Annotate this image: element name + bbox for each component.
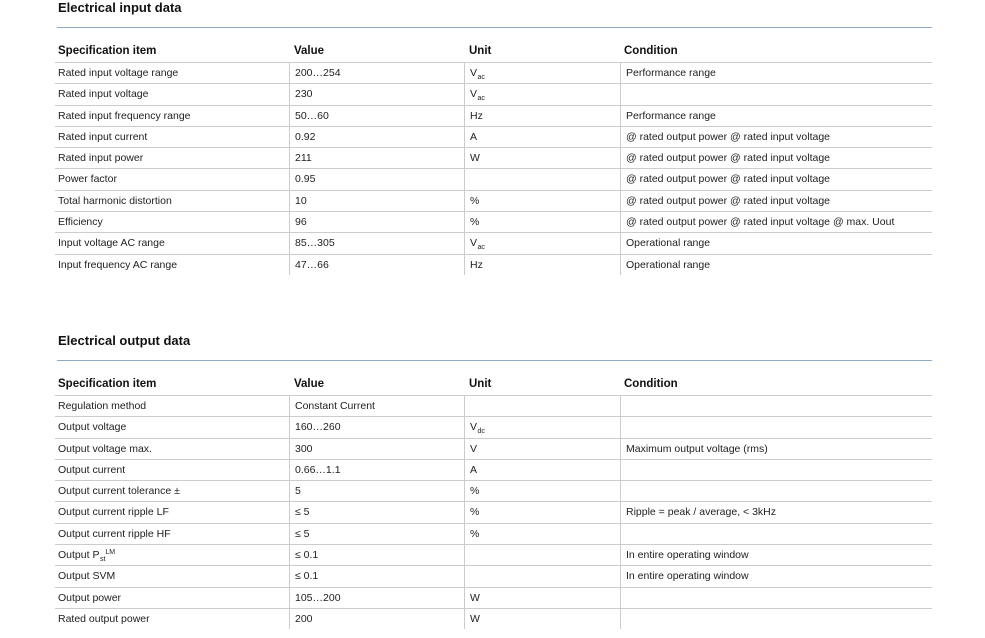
unit-cell — [464, 233, 620, 253]
column-header-unit: Unit — [469, 45, 492, 57]
spec-item-subscript: st — [99, 555, 106, 563]
value-cell: 211 — [289, 148, 464, 168]
condition-cell — [620, 396, 932, 416]
spec-item-cell: Output voltage max. — [58, 442, 152, 455]
table-row — [55, 105, 932, 126]
spec-item-cell: Output power — [58, 591, 122, 604]
column-header-spec-item: Specification item — [58, 378, 157, 390]
unit-symbol: V — [470, 237, 478, 250]
spec-item-cell: Input voltage AC range — [58, 237, 165, 250]
column-header-value: Value — [294, 378, 325, 390]
value-cell: 0.66…1.1 — [289, 460, 464, 480]
electrical-input-table — [55, 40, 932, 275]
unit-cell: A — [464, 127, 620, 147]
table-row — [55, 587, 932, 608]
unit-cell — [464, 566, 620, 586]
table-row — [55, 565, 932, 586]
table-row — [55, 168, 932, 189]
table-row — [55, 608, 932, 629]
value-cell: ≤ 5 — [289, 524, 464, 544]
condition-cell — [620, 417, 932, 437]
value-cell: 47…66 — [289, 255, 464, 275]
value-cell: 230 — [289, 84, 464, 104]
table-row — [55, 62, 932, 83]
unit-subscript: ac — [477, 94, 485, 102]
unit-cell — [464, 84, 620, 104]
spec-item-cell: Rated input current — [58, 130, 148, 143]
spec-item-text: Output P — [58, 549, 100, 562]
unit-cell — [464, 63, 620, 83]
value-cell: 300 — [289, 439, 464, 459]
condition-cell — [620, 524, 932, 544]
column-header-spec-item: Specification item — [58, 45, 157, 57]
unit-cell: Hz — [464, 255, 620, 275]
column-header-value: Value — [294, 45, 325, 57]
section-divider — [57, 360, 932, 361]
table-header-row — [55, 373, 932, 395]
value-cell: 50…60 — [289, 106, 464, 126]
unit-cell — [464, 396, 620, 416]
column-header-condition: Condition — [624, 378, 678, 390]
electrical-output-section — [0, 333, 985, 633]
condition-cell — [620, 460, 932, 480]
value-cell: 200 — [289, 609, 464, 629]
table-row — [55, 459, 932, 480]
table-row — [55, 480, 932, 501]
unit-cell: % — [464, 481, 620, 501]
unit-subscript: ac — [477, 73, 485, 81]
condition-cell: In entire operating window — [620, 545, 932, 565]
electrical-output-table — [55, 373, 932, 629]
condition-cell: Maximum output voltage (rms) — [620, 439, 932, 459]
spec-item-cell: Rated output power — [58, 612, 150, 625]
column-header-unit: Unit — [469, 378, 492, 390]
condition-cell: Operational range — [620, 233, 932, 253]
table-row — [55, 416, 932, 437]
spec-item-cell: Total harmonic distortion — [58, 194, 172, 207]
table-row — [55, 523, 932, 544]
condition-cell: @ rated output power @ rated input voltage — [620, 191, 932, 211]
value-cell: 5 — [289, 481, 464, 501]
table-row — [55, 438, 932, 459]
spec-item-cell — [55, 545, 289, 565]
condition-cell: Operational range — [620, 255, 932, 275]
table-row — [55, 126, 932, 147]
condition-cell — [620, 84, 932, 104]
table-row — [55, 232, 932, 253]
value-cell: ≤ 0.1 — [289, 545, 464, 565]
value-cell: 96 — [289, 212, 464, 232]
spec-item-cell: Regulation method — [58, 400, 147, 412]
value-cell: 200…254 — [289, 63, 464, 83]
unit-cell: % — [464, 502, 620, 522]
table-row — [55, 254, 932, 275]
table-row — [55, 501, 932, 522]
condition-cell: Ripple = peak / average, < 3kHz — [620, 502, 932, 522]
value-cell: ≤ 5 — [289, 502, 464, 522]
value-cell: 160…260 — [289, 417, 464, 437]
spec-item-cell: Rated input voltage range — [58, 67, 179, 79]
value-cell: 85…305 — [289, 233, 464, 253]
condition-cell — [620, 481, 932, 501]
unit-cell — [464, 169, 620, 189]
unit-cell — [464, 545, 620, 565]
value-cell: 0.92 — [289, 127, 464, 147]
value-cell: ≤ 0.1 — [289, 566, 464, 586]
column-header-condition: Condition — [624, 45, 678, 57]
condition-cell: @ rated output power @ rated input voltage — [620, 169, 932, 189]
unit-cell — [464, 417, 620, 437]
value-cell: 10 — [289, 191, 464, 211]
spec-item-cell: Input frequency AC range — [58, 258, 178, 271]
section-divider — [57, 27, 932, 28]
unit-symbol: V — [470, 67, 478, 79]
table-row — [55, 544, 932, 565]
condition-cell: @ rated output power @ rated input voltage — [620, 127, 932, 147]
unit-cell: W — [464, 609, 620, 629]
spec-item-cell: Rated input voltage — [58, 88, 149, 101]
table-row — [55, 190, 932, 211]
section-title: Electrical output data — [58, 333, 191, 348]
unit-cell: W — [464, 588, 620, 608]
section-title: Electrical input data — [58, 0, 182, 15]
table-row — [55, 83, 932, 104]
condition-cell: @ rated output power @ rated input voltage — [620, 148, 932, 168]
condition-cell: @ rated output power @ rated input voltage @ max. Uout — [620, 212, 932, 232]
spec-item-cell: Output current tolerance ± — [58, 485, 180, 498]
unit-cell: % — [464, 191, 620, 211]
unit-symbol: V — [470, 88, 478, 101]
table-row — [55, 147, 932, 168]
unit-cell: V — [464, 439, 620, 459]
unit-cell: Hz — [464, 106, 620, 126]
unit-cell: % — [464, 524, 620, 544]
unit-cell: W — [464, 148, 620, 168]
spec-item-superscript: LM — [105, 549, 116, 557]
condition-cell: Performance range — [620, 63, 932, 83]
value-cell: 105…200 — [289, 588, 464, 608]
spec-item-cell: Output SVM — [58, 570, 116, 583]
table-header-row — [55, 40, 932, 62]
condition-cell: In entire operating window — [620, 566, 932, 586]
spec-item-cell: Output current ripple HF — [58, 527, 171, 540]
condition-cell — [620, 588, 932, 608]
spec-item-cell: Output current ripple LF — [58, 506, 169, 519]
value-cell: Constant Current — [289, 396, 464, 416]
condition-cell — [620, 609, 932, 629]
unit-subscript: dc — [477, 427, 485, 435]
unit-cell: A — [464, 460, 620, 480]
value-cell: 0.95 — [289, 169, 464, 189]
unit-subscript: ac — [477, 243, 485, 251]
spec-item-cell: Rated input power — [58, 152, 144, 165]
table-row — [55, 211, 932, 232]
unit-cell: % — [464, 212, 620, 232]
electrical-input-section — [0, 0, 985, 300]
condition-cell: Performance range — [620, 106, 932, 126]
spec-item-cell: Efficiency — [58, 216, 103, 229]
spec-item-cell: Power factor — [58, 173, 117, 186]
unit-symbol: V — [470, 421, 478, 434]
spec-item-cell: Rated input frequency range — [58, 109, 191, 122]
table-row — [55, 395, 932, 416]
spec-item-cell: Output voltage — [58, 421, 127, 434]
spec-item-cell: Output current — [58, 463, 126, 476]
